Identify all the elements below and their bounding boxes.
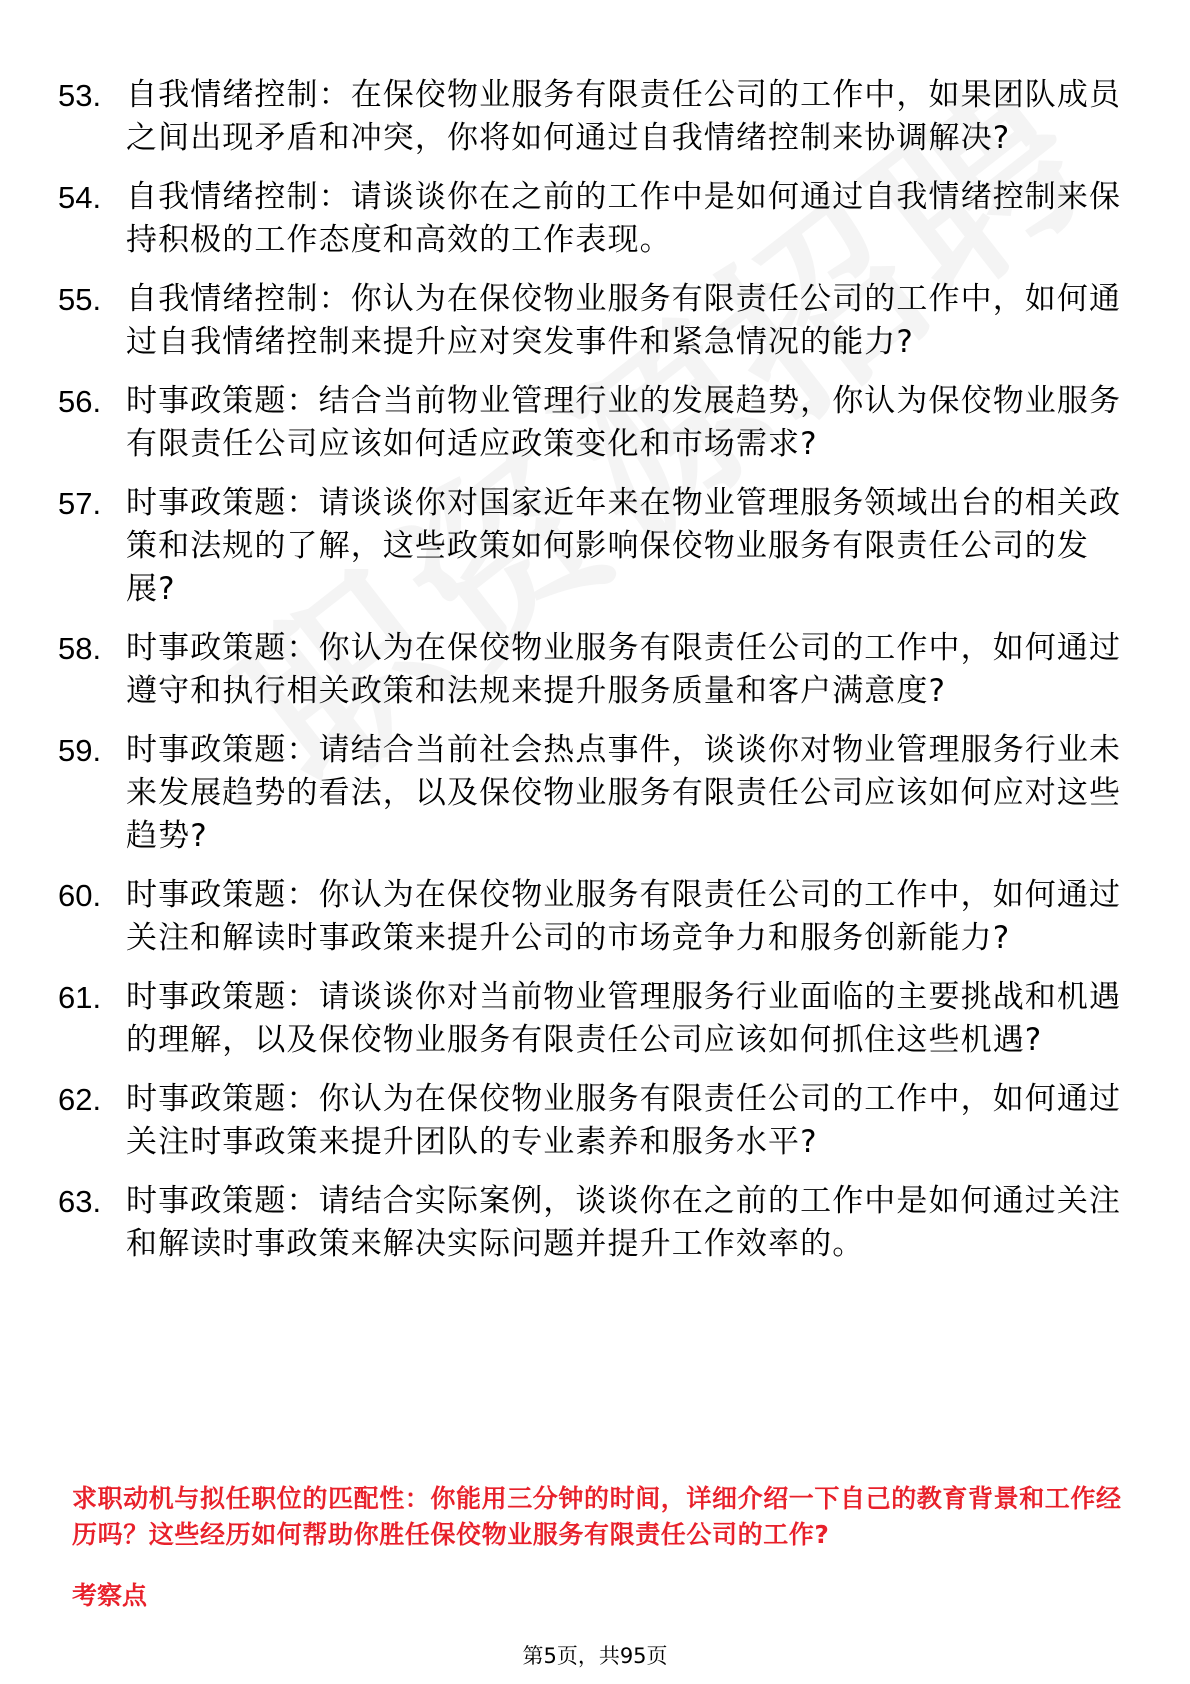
question-number: 63. (58, 1184, 102, 1219)
question-item (58, 1078, 1133, 1164)
question-number: 58. (58, 631, 102, 666)
question-text: 时事政策题：请结合实际案例，谈谈你在之前的工作中是如何通过关注和解读时事政策来解决实际问题并提升工作效率的。 (126, 1183, 1122, 1262)
question-item (58, 627, 1133, 713)
question-item (58, 176, 1133, 262)
question-item (58, 482, 1133, 611)
section-heading: 求职动机与拟任职位的匹配性：你能用三分钟的时间，详细介绍一下自己的教育背景和工作经历吗？这些经历如何帮助你胜任保佼物业服务有限责任公司的工作? (72, 1484, 1122, 1549)
question-number: 59. (58, 733, 102, 768)
question-text: 自我情绪控制：你认为在保佼物业服务有限责任公司的工作中，如何通过自我情绪控制来提升应对突发事件和紧急情况的能力? (126, 281, 1122, 360)
question-text: 时事政策题：你认为在保佼物业服务有限责任公司的工作中，如何通过关注和解读时事政策来提升公司的市场竞争力和服务创新能力? (126, 877, 1122, 956)
question-number: 57. (58, 486, 102, 521)
page-number: 第5页，共95页 (522, 1644, 668, 1668)
question-number: 60. (58, 878, 102, 913)
question-number: 61. (58, 980, 102, 1015)
question-item (58, 976, 1133, 1062)
question-text: 自我情绪控制：在保佼物业服务有限责任公司的工作中，如果团队成员之间出现矛盾和冲突，你将如何通过自我情绪控制来协调解决? (126, 77, 1122, 156)
question-number: 56. (58, 384, 102, 419)
question-number: 62. (58, 1082, 102, 1117)
question-list (58, 74, 1133, 1282)
question-number: 55. (58, 282, 102, 317)
question-item (58, 729, 1133, 858)
question-text: 时事政策题：你认为在保佼物业服务有限责任公司的工作中，如何通过关注时事政策来提升团队的专业素养和服务水平? (126, 1081, 1122, 1160)
question-item (58, 278, 1133, 364)
question-item (58, 874, 1133, 960)
question-number: 53. (58, 78, 102, 113)
question-item (58, 74, 1133, 160)
question-text: 时事政策题：结合当前物业管理行业的发展趋势，你认为保佼物业服务有限责任公司应该如何适应政策变化和市场需求? (126, 383, 1122, 462)
question-number: 54. (58, 180, 102, 215)
question-text: 时事政策题：请结合当前社会热点事件，谈谈你对物业管理服务行业未来发展趋势的看法，以及保佼物业服务有限责任公司应该如何应对这些趋势? (126, 732, 1122, 854)
question-text: 时事政策题：你认为在保佼物业服务有限责任公司的工作中，如何通过遵守和执行相关政策和法规来提升服务质量和客户满意度? (126, 630, 1122, 709)
question-item (58, 380, 1133, 466)
question-text: 时事政策题：请谈谈你对当前物业管理服务行业面临的主要挑战和机遇的理解，以及保佼物业服务有限责任公司应该如何抓住这些机遇? (126, 979, 1122, 1058)
question-item (58, 1180, 1133, 1266)
question-text: 自我情绪控制：请谈谈你在之前的工作中是如何通过自我情绪控制来保持积极的工作态度和高效的工作表现。 (126, 179, 1122, 258)
question-text: 时事政策题：请谈谈你对国家近年来在物业管理服务领域出台的相关政策和法规的了解，这些政策如何影响保佼物业服务有限责任公司的发展? (126, 485, 1122, 607)
sub-heading: 考察点 (72, 1581, 148, 1610)
